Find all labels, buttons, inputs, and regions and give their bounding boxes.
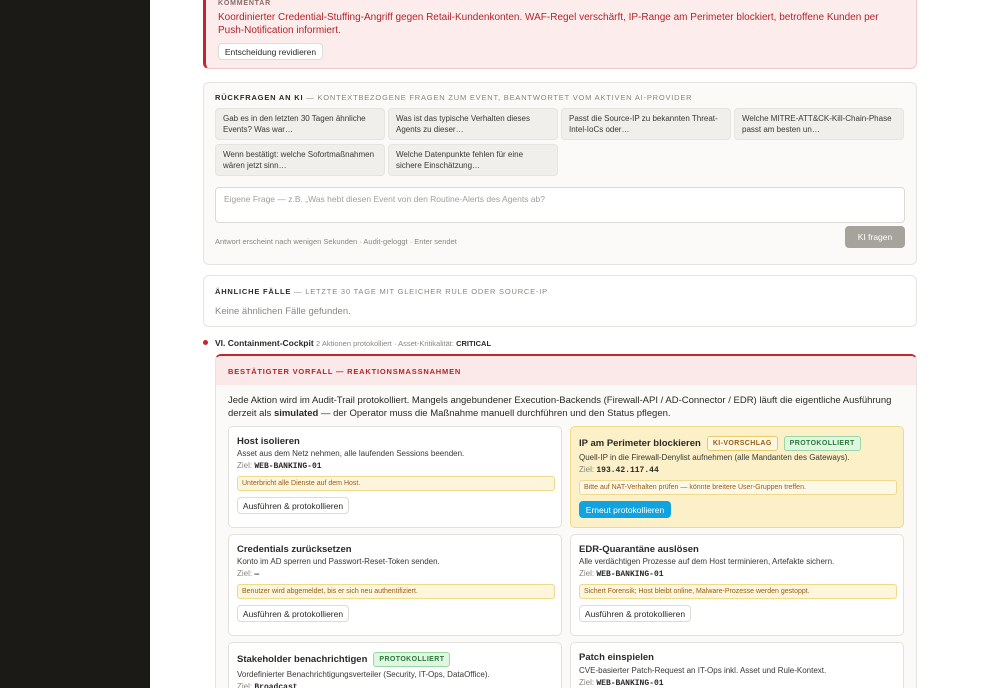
ki-section-title: RÜCKFRAGEN AN KI (215, 93, 304, 102)
action-title (579, 436, 861, 451)
revert-decision-button[interactable]: Entscheidung revidieren (218, 43, 323, 60)
ki-suggestion-chip[interactable]: Was ist das typische Verhalten dieses Agents zu dieser… (388, 108, 558, 140)
execute-log-button[interactable]: Ausführen & protokollieren (237, 497, 349, 514)
target-value: Broadcast (254, 683, 298, 688)
target-value: — (254, 570, 260, 579)
action-warning: Bitte auf NAT-Verhalten prüfen — könnte breitere User-Gruppen treffen. (579, 480, 897, 495)
action-description: Quell-IP in die Firewall-Denylist aufnehmen (alle Mandanten des Gateways). (579, 453, 850, 462)
comment-label: KOMMENTAR (218, 0, 271, 7)
action-title (237, 436, 300, 447)
ki-suggestion-chip[interactable]: Wenn bestätigt: welche Sofortmaßnahmen wären jetzt sinn… (215, 144, 385, 176)
action-card-edr-quarantine (570, 534, 904, 636)
action-description: Asset aus dem Netz nehmen, alle laufenden Sessions beenden. (237, 449, 465, 458)
action-card-host-isolate (228, 426, 562, 528)
criticality-value: CRITICAL (456, 339, 492, 348)
ki-questions-card (203, 82, 917, 265)
similar-cases-card (203, 275, 917, 327)
containment-desc-part: — der Operator muss die Maßnahme manuell durchführen und den Status pflegen. (318, 408, 671, 419)
target-label: Ziel: (579, 465, 597, 474)
action-description: Alle verdächtigen Prozesse auf dem Host terminieren, Artefakte sichern. (579, 557, 835, 566)
relog-button[interactable]: Erneut protokollieren (579, 501, 671, 518)
ki-section-heading (215, 93, 692, 102)
action-card-credentials-reset (228, 534, 562, 636)
incident-band (216, 356, 916, 385)
action-card-patch (570, 642, 904, 688)
action-title (579, 544, 699, 555)
containment-card (215, 354, 917, 688)
action-title (579, 652, 654, 663)
action-warning: Sichert Forensik; Host bleibt online, Malware-Prozesse werden gestoppt. (579, 584, 897, 599)
action-warning: Unterbricht alle Dienste auf dem Host. (237, 476, 555, 491)
containment-meta-text: 2 Aktionen protokolliert · Asset-Kritikalität: (316, 339, 457, 348)
action-target (579, 678, 664, 688)
action-warning: Benutzer wird abgemeldet, bis er sich neu authentifiziert. (237, 584, 555, 599)
ki-ask-button[interactable]: KI fragen (845, 226, 905, 248)
action-target (237, 569, 259, 579)
action-title-text: Patch einspielen (579, 652, 654, 663)
execute-log-button[interactable]: Ausführen & protokollieren (579, 605, 691, 622)
similar-section-title: ÄHNLICHE FÄLLE (215, 287, 292, 296)
comment-card (203, 0, 917, 69)
ki-suggestion-chip[interactable]: Welche MITRE-ATT&CK-Kill-Chain-Phase passt am besten un… (734, 108, 904, 140)
main-content (150, 0, 1000, 688)
target-value: WEB-BANKING-01 (254, 462, 322, 471)
incident-band-title: BESTÄTIGTER VORFALL — REAKTIONSMASSNAHMEN (228, 367, 462, 376)
ki-hint-text: Antwort erscheint nach wenigen Sekunden · Audit-geloggt · Enter sendet (215, 237, 457, 246)
comment-text: Koordinierter Credential-Stuffing-Angriff gegen Retail-Kundenkonten. WAF-Regel verschärft, IP-Range am Perimeter blockiert, betroffene Kunden per Push-Notification informiert. (218, 12, 879, 36)
action-target (237, 461, 322, 471)
similar-section-subtitle: — LETZTE 30 TAGE MIT GLEICHER RULE ODER SOURCE-IP (291, 287, 548, 296)
action-description: CVE-basierter Patch-Request an IT-Ops inkl. Asset und Rule-Kontext. (579, 666, 827, 675)
target-value: WEB-BANKING-01 (596, 570, 664, 579)
target-value: 193.42.117.44 (596, 466, 659, 475)
section-status-dot (203, 340, 208, 345)
action-card-ip-block (570, 426, 904, 528)
ki-proposal-badge: KI-VORSCHLAG (707, 436, 778, 451)
execute-log-button[interactable]: Ausführen & protokollieren (237, 605, 349, 622)
target-label: Ziel: (579, 569, 597, 578)
action-title-text: IP am Perimeter blockieren (579, 438, 701, 449)
action-title-text: Host isolieren (237, 436, 300, 447)
dark-sidebar (0, 0, 150, 688)
containment-meta (316, 339, 491, 348)
target-value: WEB-BANKING-01 (596, 679, 664, 688)
target-label: Ziel: (579, 678, 597, 687)
containment-desc-part: Jede Aktion wird im Audit-Trail protokolliert. Mangels angebundener Execution-Backends (Firewall-API / AD-Connector / EDR) läuft die eigentliche Ausführung derzeit als (228, 395, 892, 419)
action-title-text: Credentials zurücksetzen (237, 544, 352, 555)
target-label: Ziel: (237, 682, 255, 688)
action-target (579, 569, 664, 579)
action-title-text: Stakeholder benachrichtigen (237, 654, 368, 665)
similar-section-heading (215, 287, 548, 296)
action-title (237, 652, 450, 667)
event-detail-panel (171, 0, 965, 688)
action-target (579, 465, 659, 475)
action-target (237, 682, 298, 688)
containment-description (228, 394, 908, 420)
containment-title[interactable]: VI. Containment-Cockpit (215, 338, 314, 348)
ki-suggestion-chip[interactable]: Welche Datenpunkte fehlen für eine sichere Einschätzung… (388, 144, 558, 176)
ki-suggestion-chip[interactable]: Gab es in den letzten 30 Tagen ähnliche Events? Was war… (215, 108, 385, 140)
ki-suggestion-chip[interactable]: Passt die Source-IP zu bekannten Threat-Intel-IoCs oder… (561, 108, 731, 140)
target-label: Ziel: (237, 569, 255, 578)
logged-badge: PROTOKOLLIERT (784, 436, 861, 451)
similar-empty-text: Keine ähnlichen Fälle gefunden. (215, 306, 351, 317)
ki-section-subtitle: — KONTEXTBEZOGENE FRAGEN ZUM EVENT, BEANTWORTET VOM AKTIVEN AI-PROVIDER (303, 93, 693, 102)
logged-badge: PROTOKOLLIERT (373, 652, 450, 667)
action-description: Vordefinierter Benachrichtigungsverteiler (Security, IT-Ops, DataOffice). (237, 670, 490, 679)
action-card-stakeholder-notify (228, 642, 562, 688)
action-title-text: EDR-Quarantäne auslösen (579, 544, 699, 555)
simulated-label: simulated (273, 408, 319, 419)
ki-question-input[interactable] (215, 187, 905, 223)
action-description: Konto im AD sperren und Passwort-Reset-Token senden. (237, 557, 440, 566)
target-label: Ziel: (237, 461, 255, 470)
action-title (237, 544, 352, 555)
